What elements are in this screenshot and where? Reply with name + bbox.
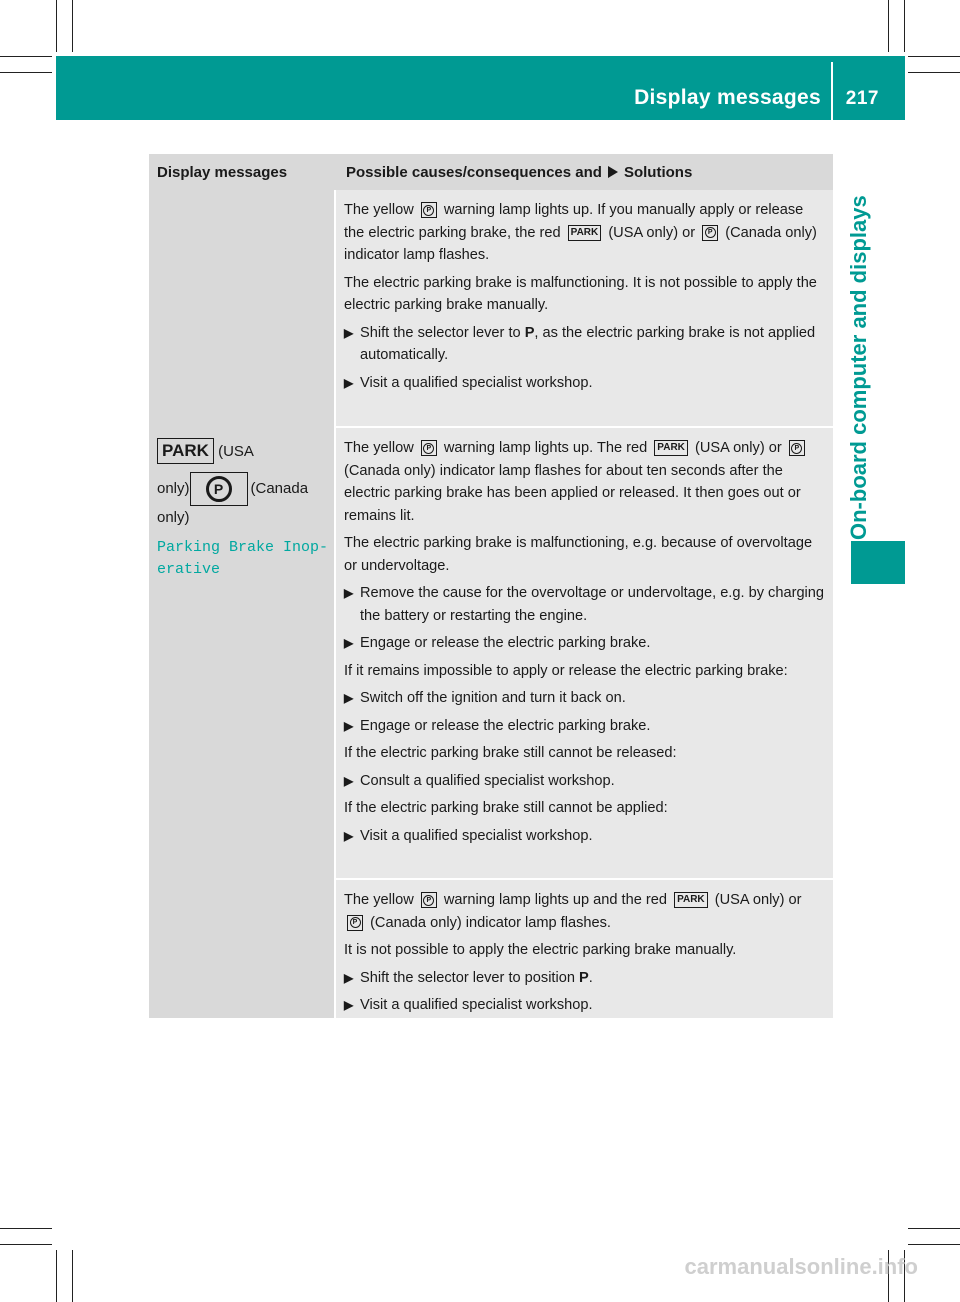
step-text: Engage or release the electric parking brake. xyxy=(360,717,651,734)
solution-step xyxy=(344,322,825,367)
text: (Canada only) indicator lamp flashes. xyxy=(370,914,611,931)
text: The yellow xyxy=(344,440,414,456)
page-title: Display messages xyxy=(634,86,821,109)
parking-brake-warning-icon: P xyxy=(421,892,437,908)
text: Shift the selector lever to xyxy=(360,324,521,341)
step-arrow-icon: ▶ xyxy=(344,375,354,390)
text: (USA only) or xyxy=(608,224,696,241)
step-text xyxy=(360,322,825,367)
only-label: only) xyxy=(157,479,190,497)
table-cell xyxy=(336,190,833,428)
step-arrow-icon: ▶ xyxy=(344,998,354,1012)
col-header-causes-text: Possible causes/consequences and xyxy=(346,163,602,181)
solution-step xyxy=(344,994,825,1017)
park-indicator-icon: PARK xyxy=(157,438,214,464)
cell-paragraph xyxy=(344,889,825,934)
park-indicator-icon: PARK xyxy=(654,440,688,456)
step-text: Visit a qualified specialist workshop. xyxy=(360,374,593,391)
crop-mark xyxy=(0,1244,52,1245)
table-cell xyxy=(336,428,833,880)
text: (Canada only) indicator lamp flashes. xyxy=(344,224,817,263)
causes-column xyxy=(336,190,833,1018)
text: (USA only) or xyxy=(694,440,782,456)
solution-step xyxy=(344,967,825,990)
park-indicator-icon: PARK xyxy=(674,892,708,908)
step-text: Remove the cause for the overvoltage or undervoltage, e.g. by charging the battery or restarting the engine. xyxy=(360,585,825,624)
section-tab-marker xyxy=(851,541,905,584)
cell-paragraph xyxy=(344,199,825,267)
step-text xyxy=(360,967,825,990)
crop-mark xyxy=(0,72,52,73)
display-message-column xyxy=(149,190,334,1018)
display-messages-table xyxy=(149,154,833,1018)
step-arrow-icon: ▶ xyxy=(344,586,354,600)
header-divider xyxy=(831,62,833,120)
col-header-solutions-text: Solutions xyxy=(623,163,693,181)
cell-paragraph: The electric parking brake is malfunctioning. It is not possible to apply the electric parking brake manually. xyxy=(344,274,817,313)
text: P xyxy=(524,324,535,341)
cell-paragraph: The electric parking brake is malfunctioning, e.g. because of overvoltage or undervoltage. xyxy=(344,535,813,574)
canada-label: (Canada xyxy=(250,479,309,497)
solution-step xyxy=(344,825,825,848)
text: , as the electric parking brake is not applied automatically. xyxy=(360,324,816,363)
step-arrow-icon: ▶ xyxy=(344,691,354,705)
usa-label: (USA xyxy=(218,443,254,460)
step-arrow-icon: ▶ xyxy=(344,970,354,985)
solution-arrow-icon xyxy=(608,166,618,178)
col-header-causes xyxy=(336,164,833,181)
col-header-display-messages: Display messages xyxy=(157,163,288,181)
parking-brake-p-icon: P xyxy=(190,472,248,506)
solution-step xyxy=(344,372,825,395)
crop-mark xyxy=(56,0,57,52)
text: P xyxy=(579,969,589,986)
cell-paragraph: If the electric parking brake still cannot be applied: xyxy=(344,800,668,816)
crop-mark xyxy=(908,72,960,73)
page-number: 217 xyxy=(845,88,879,109)
crop-mark xyxy=(72,1250,73,1302)
parking-brake-indicator-icon: P xyxy=(347,915,363,931)
cell-paragraph: If it remains impossible to apply or release the electric parking brake: xyxy=(344,662,788,679)
solution-step xyxy=(344,687,825,710)
solution-step xyxy=(344,582,825,627)
park-indicator-icon: PARK xyxy=(568,225,602,241)
text: warning lamp lights up and the red xyxy=(443,892,667,908)
parking-brake-warning-icon: P xyxy=(421,202,437,218)
crop-mark xyxy=(908,56,960,57)
crop-mark xyxy=(72,0,73,52)
cell-paragraph xyxy=(344,437,825,527)
step-arrow-icon: ▶ xyxy=(344,773,354,788)
step-arrow-icon: ▶ xyxy=(344,325,354,340)
parking-brake-warning-icon: P xyxy=(421,440,437,456)
crop-mark xyxy=(0,56,52,57)
text: The yellow xyxy=(344,892,414,908)
step-text: Consult a qualified specialist workshop. xyxy=(360,772,615,789)
table-cell xyxy=(336,880,833,1018)
text: . xyxy=(588,969,593,986)
solution-step xyxy=(344,770,825,793)
message-line-2 xyxy=(157,472,332,506)
step-text: Engage or release the electric parking brake. xyxy=(360,635,651,651)
watermark: carmanualsonline.info xyxy=(684,1254,918,1279)
crop-mark xyxy=(908,1244,960,1245)
solution-step xyxy=(344,632,825,655)
cell-paragraph: It is not possible to apply the electric parking brake manually. xyxy=(344,942,737,958)
step-arrow-icon: ▶ xyxy=(344,718,354,733)
crop-mark xyxy=(908,1228,960,1229)
solution-step xyxy=(344,715,825,738)
text: (USA only) or xyxy=(714,892,802,908)
message-line-1 xyxy=(157,438,332,464)
step-text: Visit a qualified specialist workshop. xyxy=(360,827,593,844)
text: warning lamp lights up. The red xyxy=(443,440,648,456)
canada-only-label: only) xyxy=(157,509,190,526)
step-text: Switch off the ignition and turn it back on. xyxy=(360,690,626,706)
crop-mark xyxy=(0,1228,52,1229)
text: Shift the selector lever to position xyxy=(360,969,575,986)
step-arrow-icon: ▶ xyxy=(344,636,354,650)
text: warning lamp lights up. If you manually apply or release the electric parking brake, the red xyxy=(344,202,804,241)
text: (Canada only) indicator lamp flashes for about ten seconds after the electric parking brake has been applied or released. It then goes out or remains lit. xyxy=(344,462,801,524)
crop-mark xyxy=(904,0,905,52)
page-header xyxy=(56,56,905,120)
crop-mark xyxy=(888,0,889,52)
table-body xyxy=(149,190,833,1018)
table-header xyxy=(149,154,833,190)
step-text: Visit a qualified specialist workshop. xyxy=(360,997,593,1013)
section-tab-label: On-board computer and displays xyxy=(846,195,871,540)
step-arrow-icon: ▶ xyxy=(344,828,354,843)
row-display-message xyxy=(157,438,332,581)
parking-brake-indicator-icon: P xyxy=(702,225,718,241)
display-message-text: Parking Brake Inop‐ erative xyxy=(157,539,329,578)
cell-paragraph: If the electric parking brake still cannot be released: xyxy=(344,745,677,761)
crop-mark xyxy=(56,1250,57,1302)
parking-brake-indicator-icon: P xyxy=(789,440,805,456)
text: The yellow xyxy=(344,202,414,218)
